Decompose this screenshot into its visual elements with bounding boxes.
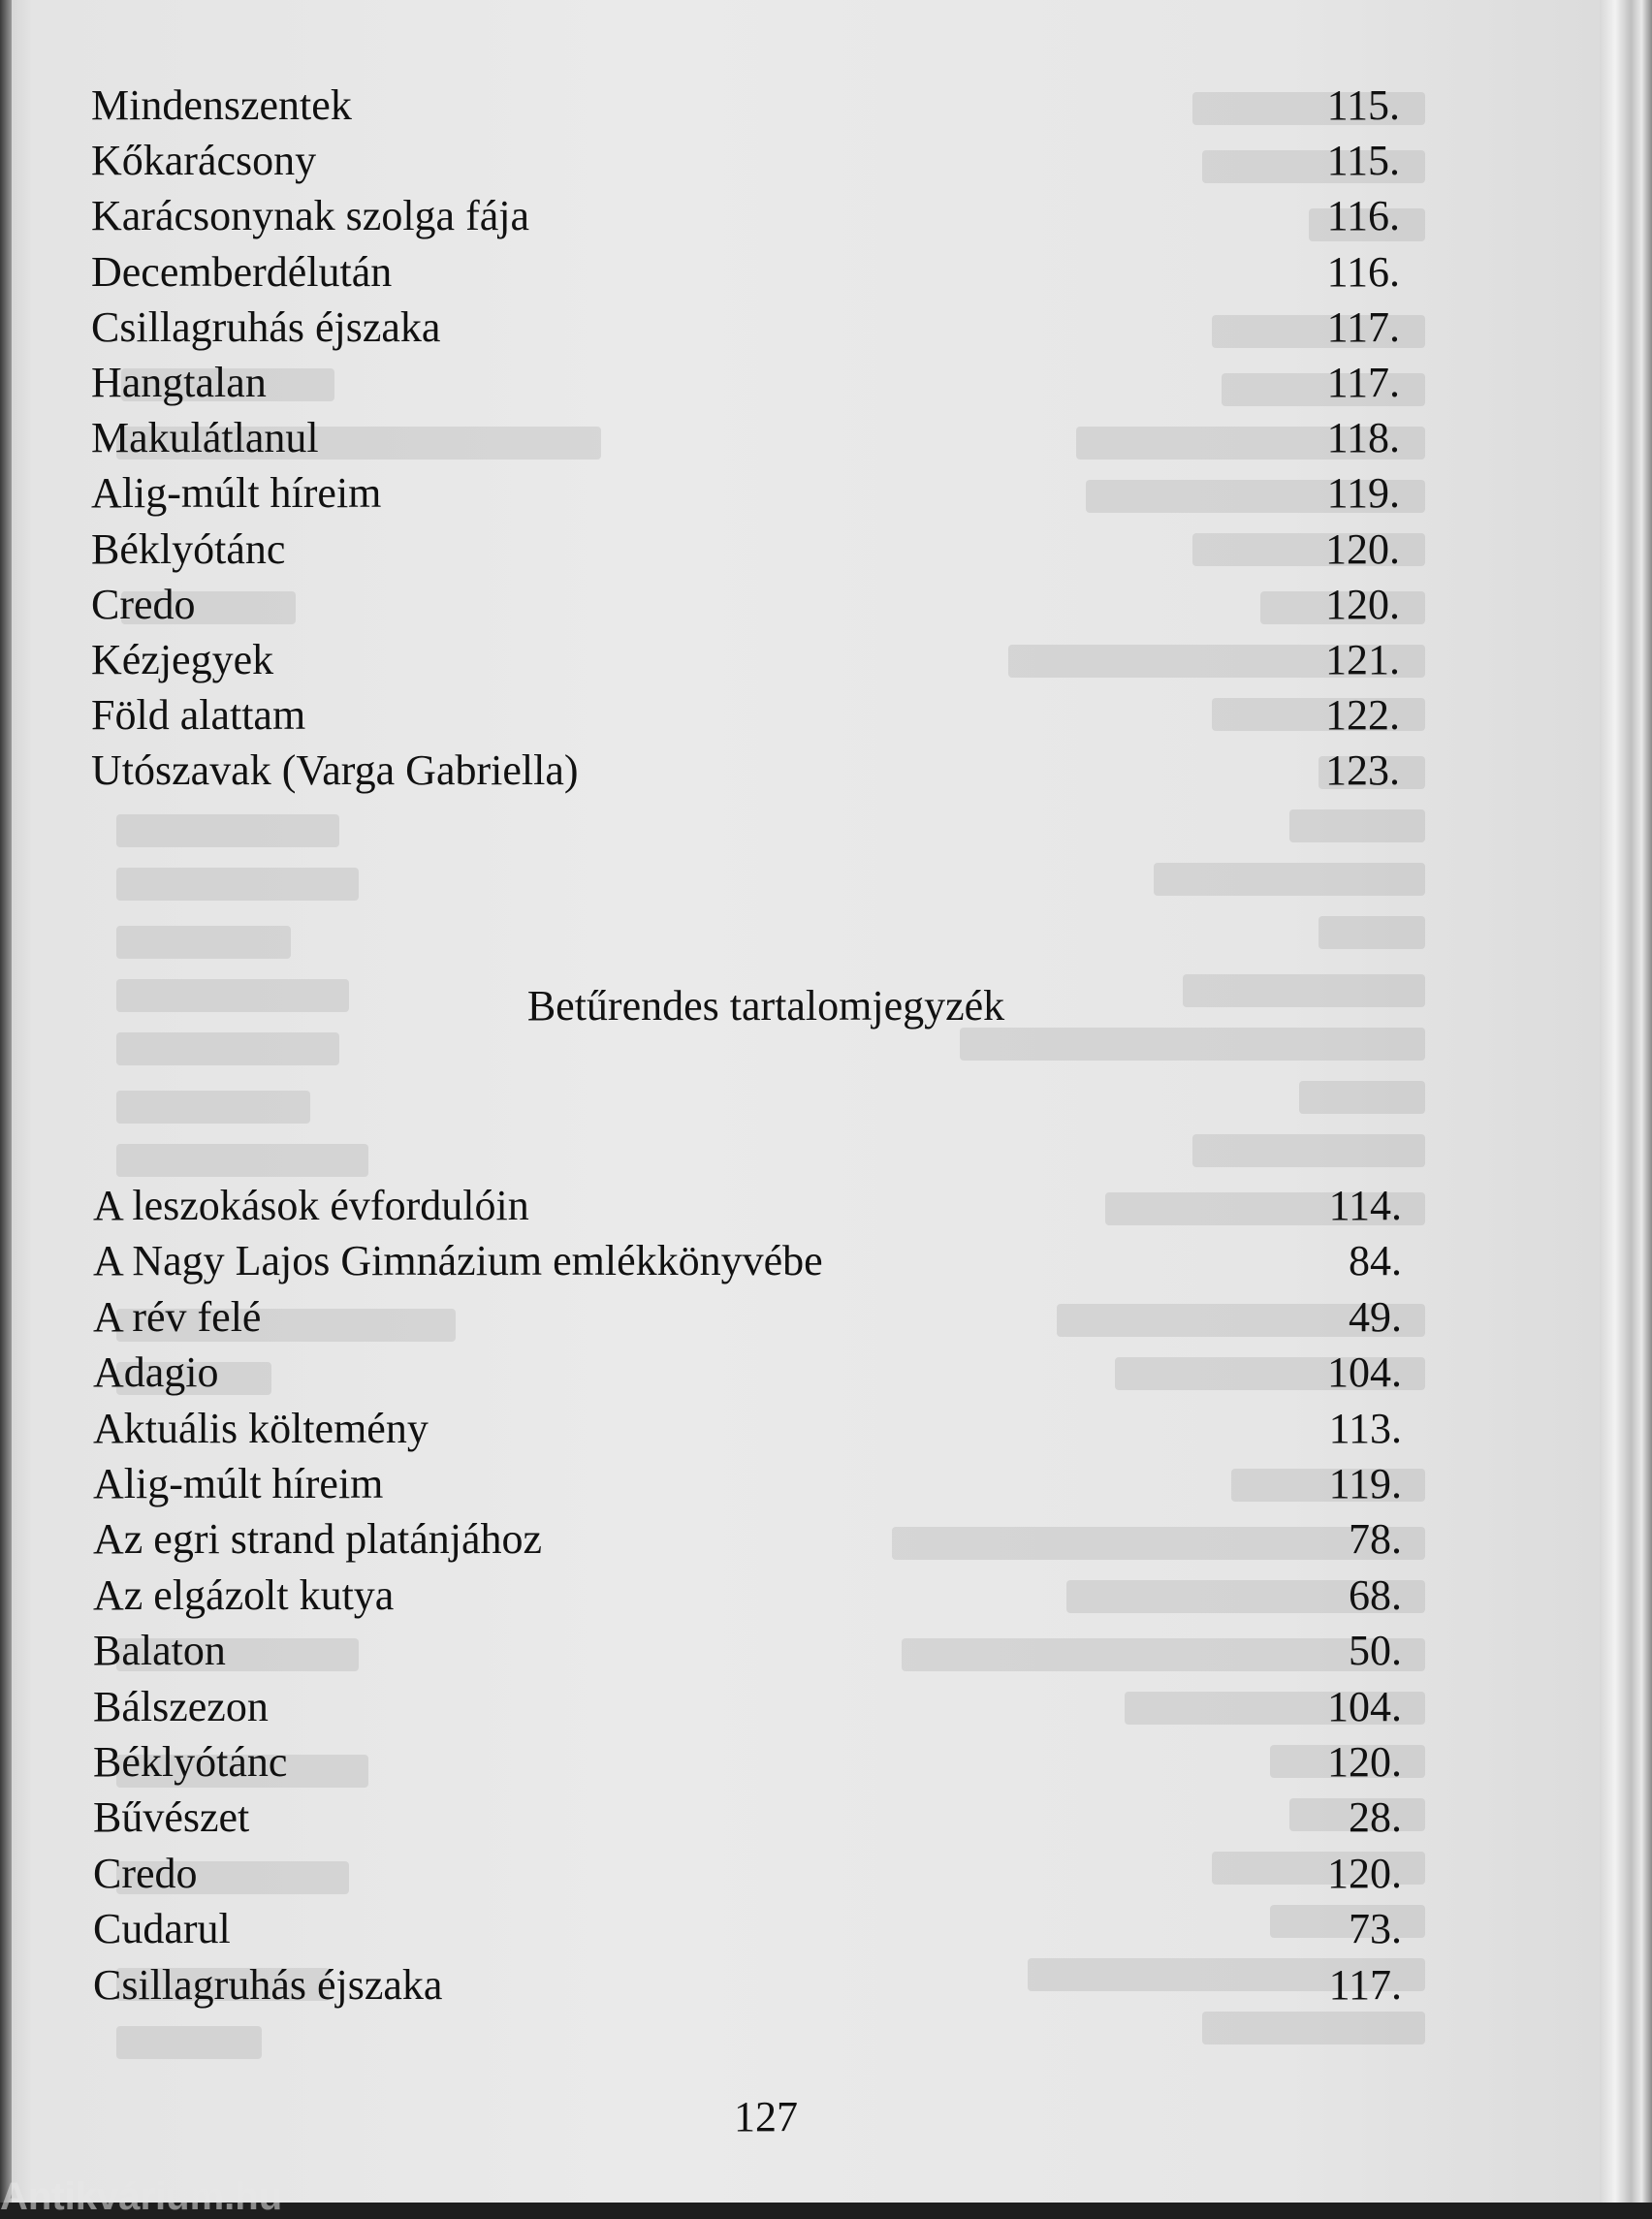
toc-entry <box>91 745 1400 804</box>
watermark: Antikvárium.hu <box>0 2175 283 2218</box>
toc-entry-page: 73. <box>1349 1905 1402 1953</box>
toc-entry-title: Aktuális költemény <box>93 1404 429 1452</box>
toc-entry-title: Csillagruhás éjszaka <box>91 302 441 351</box>
toc-entry-title: Az elgázolt kutya <box>93 1570 395 1619</box>
toc-entry <box>93 1236 1402 1294</box>
toc-entry-title: Az egri strand platánjához <box>93 1515 543 1564</box>
page-stack-edge <box>1600 0 1652 2203</box>
toc-entry <box>93 1347 1402 1406</box>
toc-entry-title: A rév felé <box>93 1292 262 1341</box>
toc-entry <box>93 1459 1402 1517</box>
toc-entry-page: 123. <box>1325 746 1400 795</box>
toc-entry-title: Föld alattam <box>91 691 306 740</box>
toc-entry-title: Csillagruhás éjszaka <box>93 1960 443 2009</box>
toc-entry-title: Decemberdélután <box>91 247 393 296</box>
toc-entry-title: Makulátlanul <box>91 414 319 462</box>
toc-entry <box>93 1960 1402 2018</box>
toc-entry-page: 78. <box>1349 1515 1402 1564</box>
toc-entry-page: 84. <box>1349 1237 1402 1285</box>
toc-entry-page: 104. <box>1327 1348 1402 1397</box>
toc-entry-page: 122. <box>1325 691 1400 740</box>
toc-entry-page: 119. <box>1326 469 1400 518</box>
toc-entry-title: Cudarul <box>93 1905 231 1953</box>
toc-entry-title: Balaton <box>93 1627 226 1675</box>
toc-entry-page: 49. <box>1349 1292 1402 1341</box>
toc-entry-title: Bűvészet <box>93 1793 250 1842</box>
toc-entry <box>93 1514 1402 1572</box>
toc-entry-title: Mindenszentek <box>91 81 352 129</box>
toc-entry <box>91 524 1400 583</box>
toc-entry <box>91 247 1400 305</box>
toc-entry-page: 120. <box>1325 580 1400 628</box>
toc-entry-page: 50. <box>1349 1627 1402 1675</box>
toc-entry <box>91 136 1400 194</box>
toc-entry <box>93 1626 1402 1684</box>
toc-entry <box>93 1849 1402 1907</box>
toc-entry-page: 114. <box>1328 1182 1402 1229</box>
toc-entry-page: 68. <box>1349 1570 1402 1619</box>
toc-entry-title: Alig-múlt híreim <box>91 469 382 518</box>
toc-entry <box>93 1737 1402 1795</box>
alphabetical-index-heading: Betűrendes tartalomjegyzék <box>526 982 1005 1030</box>
toc-entry-page: 120. <box>1327 1849 1402 1897</box>
page-number: 127 <box>734 2093 798 2140</box>
toc-entry-title: Karácsonynak szolga fája <box>91 192 530 240</box>
toc-entry <box>91 635 1400 693</box>
toc-entry-title: A Nagy Lajos Gimnázium emlékkönyvébe <box>93 1237 823 1285</box>
toc-entry-title: Utószavak (Varga Gabriella) <box>91 746 579 795</box>
toc-entry-title: Bálszezon <box>93 1682 269 1730</box>
toc-entry-page: 117. <box>1328 1960 1402 2009</box>
toc-entry-page: 115. <box>1326 81 1400 129</box>
toc-entry-page: 113. <box>1328 1404 1402 1452</box>
toc-entry <box>91 191 1400 249</box>
toc-entry-page: 117. <box>1326 302 1400 351</box>
toc-entry <box>93 1904 1402 1962</box>
toc-entry <box>91 468 1400 526</box>
toc-entry-page: 121. <box>1325 636 1400 683</box>
toc-entry-title: Credo <box>91 580 196 628</box>
toc-entry-title: Alig-múlt híreim <box>93 1460 384 1507</box>
toc-entry <box>91 580 1400 638</box>
toc-entry-page: 116. <box>1326 247 1400 296</box>
toc-entry-title: Béklyótánc <box>91 524 286 573</box>
toc-entry-title: Adagio <box>93 1348 219 1397</box>
toc-entry-title: A leszokások évfordulóin <box>93 1182 529 1229</box>
toc-entry-page: 120. <box>1327 1738 1402 1786</box>
toc-entry <box>91 690 1400 748</box>
toc-entry <box>93 1570 1402 1629</box>
toc-entry <box>93 1292 1402 1350</box>
toc-entry-title: Béklyótánc <box>93 1738 288 1786</box>
toc-entry <box>93 1181 1402 1239</box>
toc-entry <box>93 1682 1402 1740</box>
toc-entry-page: 104. <box>1327 1682 1402 1730</box>
toc-entry <box>91 80 1400 139</box>
toc-entry-page: 117. <box>1326 359 1400 406</box>
toc-entry-title: Kézjegyek <box>91 636 274 683</box>
toc-entry <box>91 413 1400 471</box>
toc-entry <box>93 1792 1402 1851</box>
toc-entry-page: 116. <box>1326 192 1400 240</box>
toc-entry-title: Hangtalan <box>91 359 267 406</box>
toc-entry <box>93 1404 1402 1462</box>
toc-entry-title: Kőkarácsony <box>91 137 317 185</box>
toc-entry-page: 119. <box>1328 1460 1402 1507</box>
toc-entry-page: 118. <box>1326 414 1400 462</box>
toc-entry-page: 120. <box>1325 524 1400 573</box>
toc-entry-title: Credo <box>93 1849 198 1897</box>
toc-entry <box>91 358 1400 416</box>
toc-entry <box>91 302 1400 361</box>
toc-entry-page: 115. <box>1326 137 1400 185</box>
toc-entry-page: 28. <box>1349 1793 1402 1842</box>
